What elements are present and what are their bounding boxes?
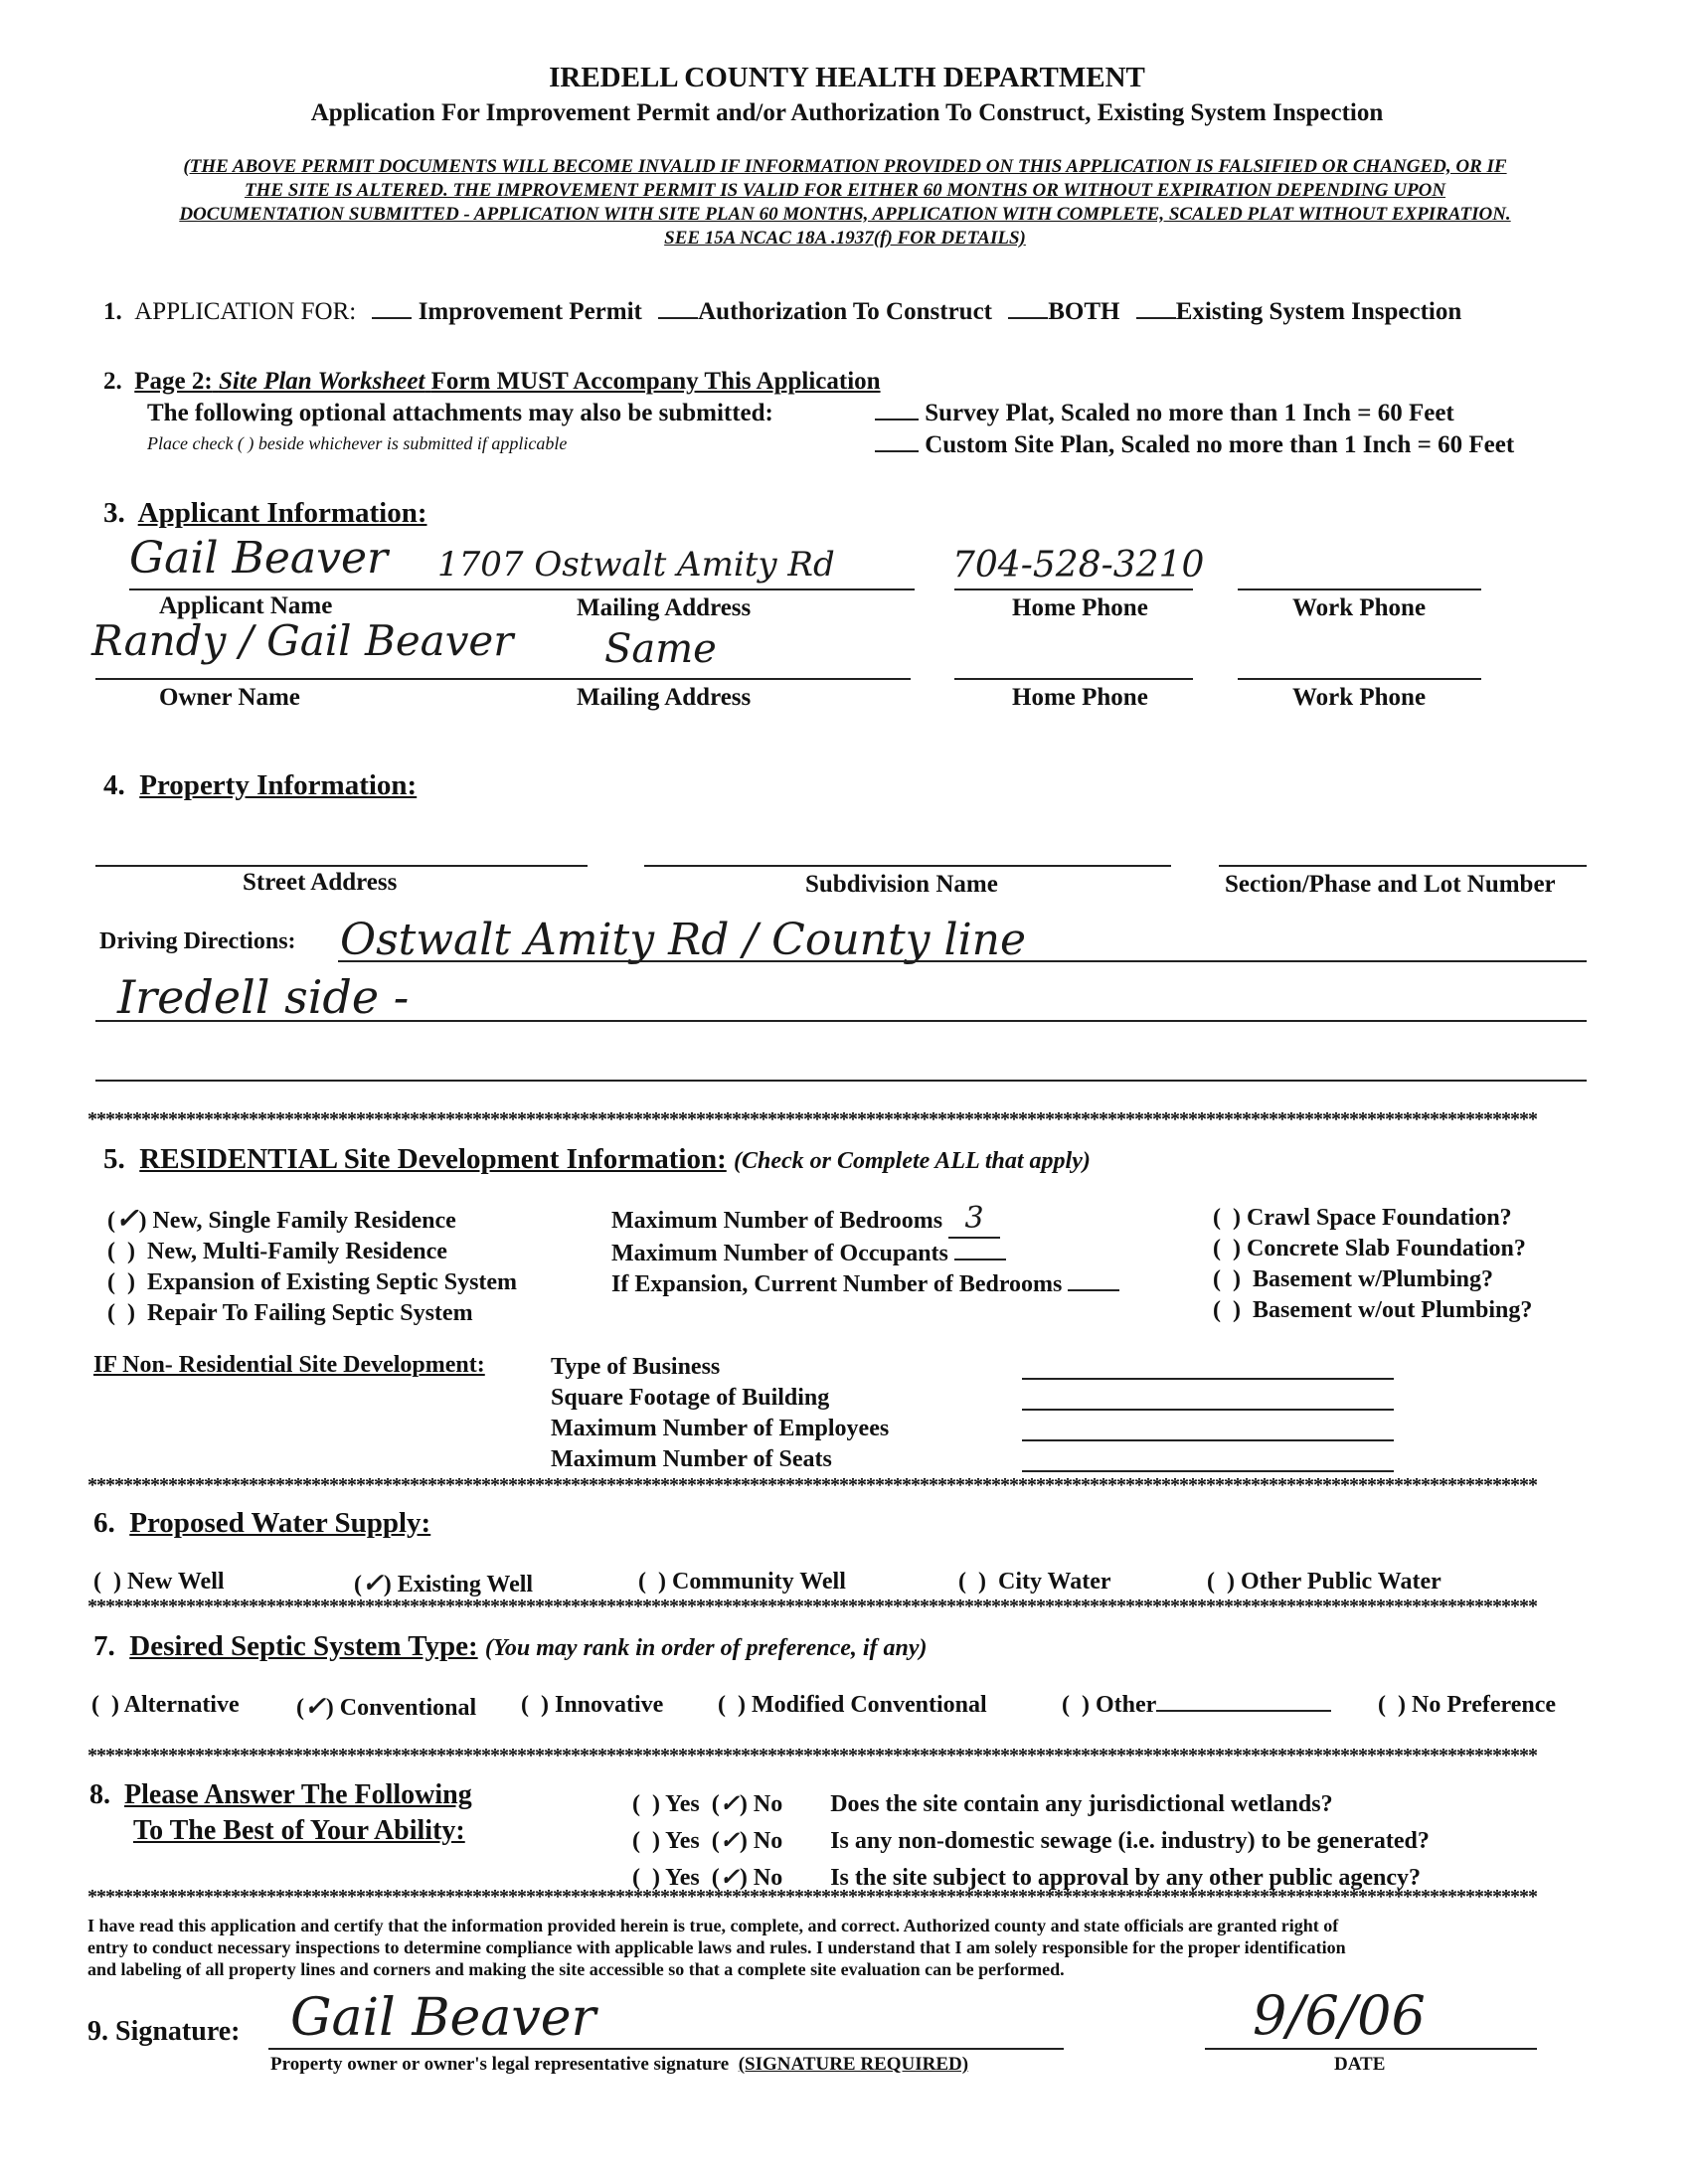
applicant-phone-value[interactable]: 704-528-3210 — [952, 545, 1205, 586]
certification-line-2: entry to conduct necessary inspections to determine compliance with applicable laws and rules. I understand that I am solely responsible for the proper identification — [87, 1937, 1346, 1957]
square-footage-field[interactable] — [1022, 1409, 1394, 1411]
modified-conventional-label: Modified Conventional — [751, 1692, 987, 1718]
existing-well-check-icon: ✓ — [362, 1569, 384, 1598]
alternative-label: Alternative — [123, 1692, 240, 1718]
directions-line-2 — [95, 1020, 1587, 1022]
section-3-header — [103, 497, 426, 530]
basement-no-plumbing-option[interactable]: ( ) Basement w/out Plumbing? — [1213, 1297, 1533, 1323]
max-employees-label: Maximum Number of Employees — [551, 1416, 890, 1441]
divider-stars-1: ****************************************************************************************************************************************************************** — [87, 1109, 1537, 1129]
owner-home-phone-line — [954, 678, 1193, 680]
signature-caption — [270, 2054, 968, 2076]
question-2-row — [632, 1822, 1430, 1859]
max-bedrooms-label: Maximum Number of Bedrooms — [611, 1208, 943, 1234]
new-well-label: New Well — [126, 1569, 225, 1595]
repair-label: Repair To Failing Septic System — [146, 1300, 473, 1326]
section-8-header — [89, 1779, 472, 1811]
max-occupants-label: Maximum Number of Occupants — [611, 1241, 948, 1266]
date-label: DATE — [1334, 2054, 1386, 2075]
owner-name-label: Owner Name — [159, 684, 300, 711]
question-3-text: Is the site subject to approval by any other public agency? — [830, 1865, 1422, 1891]
both-check[interactable] — [1008, 317, 1048, 319]
q2-no-check-icon: ✓ — [719, 1825, 740, 1854]
certification-text — [87, 1915, 1609, 1980]
residential-note: (Check or Complete ALL that apply) — [734, 1148, 1091, 1174]
multi-family-option[interactable]: ( ) New, Multi-Family Residence — [107, 1239, 447, 1264]
section-6-header — [93, 1507, 430, 1540]
must-accompany-label: Form MUST Accompany This Application — [430, 368, 881, 395]
existing-inspection-check[interactable] — [1136, 317, 1176, 319]
validity-notice — [80, 155, 1610, 251]
q1-yes-option[interactable]: ( ) Yes — [632, 1791, 700, 1817]
directions-line-3 — [95, 1080, 1587, 1082]
work-phone-label: Work Phone — [1292, 594, 1427, 621]
worksheet-label: Site Plan Worksheet — [218, 368, 425, 395]
street-address-line[interactable] — [95, 865, 588, 867]
driving-directions-label: Driving Directions: — [99, 928, 296, 954]
date-line — [1205, 2048, 1537, 2050]
applicant-info-heading: Applicant Information: — [137, 497, 427, 529]
mailing-address-label: Mailing Address — [577, 594, 752, 621]
divider-stars-4: ****************************************************************************************************************************************************************** — [87, 1746, 1537, 1765]
owner-line — [95, 678, 911, 680]
section-3-number: 3. — [103, 497, 125, 529]
current-bedrooms-field[interactable] — [1068, 1289, 1119, 1291]
existing-well-option[interactable]: (✓) Existing Well — [354, 1569, 534, 1598]
subdivision-line[interactable] — [644, 865, 1171, 867]
applicant-line — [129, 588, 915, 590]
q1-no-check-icon: ✓ — [719, 1788, 740, 1817]
owner-mailing-address-label: Mailing Address — [577, 684, 752, 711]
alternative-option[interactable]: ( ) Alternative — [91, 1692, 240, 1718]
repair-option[interactable]: ( ) Repair To Failing Septic System — [107, 1300, 473, 1326]
q3-no-option[interactable]: (✓) No — [711, 1862, 783, 1891]
current-bedrooms-label: If Expansion, Current Number of Bedrooms — [611, 1271, 1063, 1297]
question-1-text: Does the site contain any jurisdictional wetlands? — [830, 1791, 1333, 1817]
basement-no-plumbing-label: Basement w/out Plumbing? — [1252, 1297, 1533, 1323]
certification-line-1: I have read this application and certify that the information provided herein is true, complete, and correct. Authorized county and state officials are granted right of — [87, 1916, 1339, 1935]
q1-no-option[interactable]: (✓) No — [711, 1788, 783, 1817]
septic-type-note: (You may rank in order of preference, if any) — [484, 1635, 928, 1661]
basement-plumbing-label: Basement w/Plumbing? — [1252, 1266, 1493, 1292]
improvement-permit-label: Improvement Permit — [418, 298, 642, 325]
expansion-label: Expansion of Existing Septic System — [146, 1269, 518, 1295]
innovative-label: Innovative — [554, 1692, 664, 1718]
section-1-number: 1. — [103, 298, 122, 325]
occupancy-fields — [611, 1203, 1119, 1300]
max-seats-field[interactable] — [1022, 1470, 1394, 1472]
applicant-name-value[interactable]: Gail Beaver — [129, 533, 389, 584]
section-1-application-for — [103, 298, 1461, 326]
signature-line — [268, 2048, 1064, 2050]
certification-line-3: and labeling of all property lines and corners and making the site accessible so that a complete site evaluation can be performed. — [87, 1959, 1065, 1979]
q2-yes-label: Yes — [665, 1828, 700, 1854]
basement-plumbing-option[interactable]: ( ) Basement w/Plumbing? — [1213, 1266, 1493, 1292]
form-title: IREDELL COUNTY HEALTH DEPARTMENT — [549, 62, 1145, 93]
conventional-option[interactable]: (✓) Conventional — [296, 1692, 477, 1722]
q3-yes-label: Yes — [665, 1865, 700, 1891]
notice-line-1: (THE ABOVE PERMIT DOCUMENTS WILL BECOME INVALID IF INFORMATION PROVIDED ON THIS APPLICATION IS FALSIFIED OR CHANGED, OR IF — [183, 156, 1507, 177]
street-address-label: Street Address — [243, 869, 398, 896]
divider-stars-5: ****************************************************************************************************************************************************************** — [87, 1887, 1537, 1907]
modified-conventional-option[interactable]: ( ) Modified Conventional — [718, 1692, 987, 1718]
owner-work-phone-line — [1238, 678, 1481, 680]
section-2-header — [103, 368, 881, 396]
single-family-check-icon: ✓ — [115, 1202, 139, 1235]
conventional-check-icon: ✓ — [304, 1692, 326, 1722]
city-water-label: City Water — [997, 1569, 1111, 1595]
conventional-label: Conventional — [339, 1695, 477, 1721]
other-field[interactable] — [1156, 1710, 1331, 1712]
question-2-text: Is any non-domestic sewage (i.e. industry) to be generated? — [830, 1828, 1430, 1854]
notice-line-3: DOCUMENTATION SUBMITTED - APPLICATION WITH SITE PLAN 60 MONTHS, APPLICATION WITH COMPLETE, SCALED PLAT WITHOUT EXPIRATION. — [179, 204, 1511, 225]
non-residential-fields — [551, 1352, 889, 1475]
square-footage-label: Square Footage of Building — [551, 1385, 830, 1411]
signature-value[interactable]: Gail Beaver — [290, 1988, 596, 2048]
notice-line-2: THE SITE IS ALTERED. THE IMPROVEMENT PERMIT IS VALID FOR EITHER 60 MONTHS OR WITHOUT EXPIRATION DEPENDING UPON — [244, 180, 1446, 201]
no-preference-label: No Preference — [1411, 1692, 1557, 1718]
both-label: BOTH — [1048, 298, 1120, 325]
section-7-number: 7. — [93, 1630, 115, 1662]
multi-family-label: New, Multi-Family Residence — [146, 1239, 447, 1264]
expansion-option[interactable]: ( ) Expansion of Existing Septic System — [107, 1269, 518, 1295]
section-lot-label: Section/Phase and Lot Number — [1225, 871, 1556, 898]
section-8-number: 8. — [89, 1779, 110, 1810]
yes-no-answers — [632, 1785, 1430, 1896]
directions-line-1 — [338, 960, 1587, 962]
other-public-water-label: Other Public Water — [1240, 1569, 1441, 1595]
foundation-options — [1213, 1203, 1532, 1326]
community-well-option[interactable]: ( ) Community Well — [638, 1569, 846, 1595]
signature-label: 9. Signature: — [87, 2016, 241, 2047]
type-of-business-field[interactable] — [1022, 1378, 1394, 1380]
section-5-number: 5. — [103, 1143, 125, 1175]
single-family-label: New, Single Family Residence — [152, 1208, 456, 1234]
subdivision-label: Subdivision Name — [805, 871, 998, 898]
community-well-label: Community Well — [671, 1569, 846, 1595]
residential-type-options — [107, 1203, 517, 1329]
divider-stars-2: ****************************************************************************************************************************************************************** — [87, 1475, 1537, 1495]
date-value[interactable]: 9/6/06 — [1253, 1984, 1426, 2047]
section-5-header — [103, 1143, 1091, 1176]
max-bedrooms-value: 3 — [964, 1201, 984, 1236]
owner-home-phone-label: Home Phone — [1012, 684, 1148, 711]
water-supply-heading: Proposed Water Supply: — [129, 1507, 431, 1539]
non-residential-heading: IF Non- Residential Site Development: — [93, 1352, 485, 1378]
applicant-name-label: Applicant Name — [159, 592, 333, 619]
other-label: Other — [1095, 1692, 1157, 1718]
section-4-number: 4. — [103, 769, 125, 801]
section-6-number: 6. — [93, 1507, 115, 1539]
q3-no-check-icon: ✓ — [719, 1862, 740, 1891]
q3-no-label: No — [753, 1865, 783, 1891]
concrete-slab-label: Concrete Slab Foundation? — [1246, 1236, 1526, 1261]
q2-yes-option[interactable]: ( ) Yes — [632, 1828, 700, 1854]
improvement-permit-check[interactable] — [372, 317, 412, 319]
q3-yes-option[interactable]: ( ) Yes — [632, 1865, 700, 1891]
work-phone-line — [1238, 588, 1481, 590]
q1-no-label: No — [753, 1791, 783, 1817]
crawl-space-option[interactable]: ( ) Crawl Space Foundation? — [1213, 1205, 1512, 1231]
page2-label: Page 2: — [134, 368, 213, 395]
type-of-business-label: Type of Business — [551, 1354, 721, 1380]
section-lot-line[interactable] — [1219, 865, 1587, 867]
optional-attachments-label: The following optional attachments may also be submitted: — [147, 400, 773, 426]
owner-address-value[interactable]: Same — [604, 626, 717, 672]
existing-inspection-label: Existing System Inspection — [1175, 298, 1462, 325]
authorization-check[interactable] — [658, 317, 698, 319]
q1-yes-label: Yes — [665, 1791, 700, 1817]
q2-no-option[interactable]: (✓) No — [711, 1825, 783, 1854]
survey-plat-option — [875, 400, 1454, 427]
max-seats-label: Maximum Number of Seats — [551, 1446, 832, 1472]
driving-directions-value-2[interactable]: Iredell side - — [117, 970, 410, 1024]
answer-heading-2: To The Best of Your Ability: — [133, 1815, 465, 1846]
property-info-heading: Property Information: — [139, 769, 418, 801]
answer-heading-1: Please Answer The Following — [124, 1779, 472, 1810]
survey-plat-check[interactable] — [875, 419, 919, 420]
residential-heading: RESIDENTIAL Site Development Information: — [139, 1143, 727, 1175]
authorization-label: Authorization To Construct — [698, 298, 992, 325]
applicant-address-value[interactable]: 1707 Ostwalt Amity Rd — [437, 545, 835, 585]
concrete-slab-option[interactable]: ( ) Concrete Slab Foundation? — [1213, 1236, 1526, 1261]
divider-stars-3: ****************************************************************************************************************************************************************** — [87, 1596, 1537, 1616]
max-occupants-field[interactable] — [954, 1259, 1006, 1260]
max-bedrooms-field[interactable] — [948, 1203, 1000, 1239]
section-2-number: 2. — [103, 368, 122, 395]
survey-plat-label: Survey Plat, Scaled no more than 1 Inch = 60 Feet — [925, 400, 1454, 426]
custom-site-plan-check[interactable] — [875, 450, 919, 452]
question-1-row — [632, 1785, 1430, 1822]
section-4-header — [103, 769, 417, 802]
other-public-water-option[interactable]: ( ) Other Public Water — [1207, 1569, 1441, 1595]
innovative-option[interactable]: ( ) Innovative — [521, 1692, 664, 1718]
custom-site-plan-label: Custom Site Plan, Scaled no more than 1 Inch = 60 Feet — [925, 431, 1515, 458]
place-check-note: Place check ( ) beside whichever is submitted if applicable — [147, 433, 568, 453]
section-7-header — [93, 1630, 928, 1663]
signature-caption-text: Property owner or owner's legal representative signature — [270, 2054, 730, 2075]
driving-directions-value-1[interactable]: Ostwalt Amity Rd / County line — [340, 915, 1027, 965]
form-subtitle: Application For Improvement Permit and/or Authorization To Construct, Existing System Inspection — [310, 99, 1384, 126]
max-employees-field[interactable] — [1022, 1439, 1394, 1441]
home-phone-label: Home Phone — [1012, 594, 1148, 621]
application-for-label: APPLICATION FOR: — [134, 298, 357, 325]
city-water-option[interactable]: ( ) City Water — [958, 1569, 1111, 1595]
new-well-option[interactable]: ( ) New Well — [93, 1569, 225, 1595]
signature-required-note: (SIGNATURE REQUIRED) — [738, 2054, 969, 2075]
custom-site-plan-option — [875, 431, 1514, 459]
home-phone-line — [954, 588, 1193, 590]
septic-type-heading: Desired Septic System Type: — [129, 1630, 478, 1662]
no-preference-option[interactable]: ( ) No Preference — [1378, 1692, 1557, 1718]
other-option[interactable]: ( ) Other — [1062, 1692, 1331, 1719]
owner-name-value[interactable]: Randy / Gail Beaver — [91, 616, 514, 665]
crawl-space-label: Crawl Space Foundation? — [1246, 1205, 1512, 1231]
notice-line-4: SEE 15A NCAC 18A .1937(f) FOR DETAILS) — [664, 228, 1026, 249]
single-family-option[interactable]: (✓) New, Single Family Residence — [107, 1202, 456, 1235]
existing-well-label: Existing Well — [397, 1572, 534, 1597]
owner-work-phone-label: Work Phone — [1292, 684, 1427, 711]
q2-no-label: No — [753, 1828, 783, 1854]
